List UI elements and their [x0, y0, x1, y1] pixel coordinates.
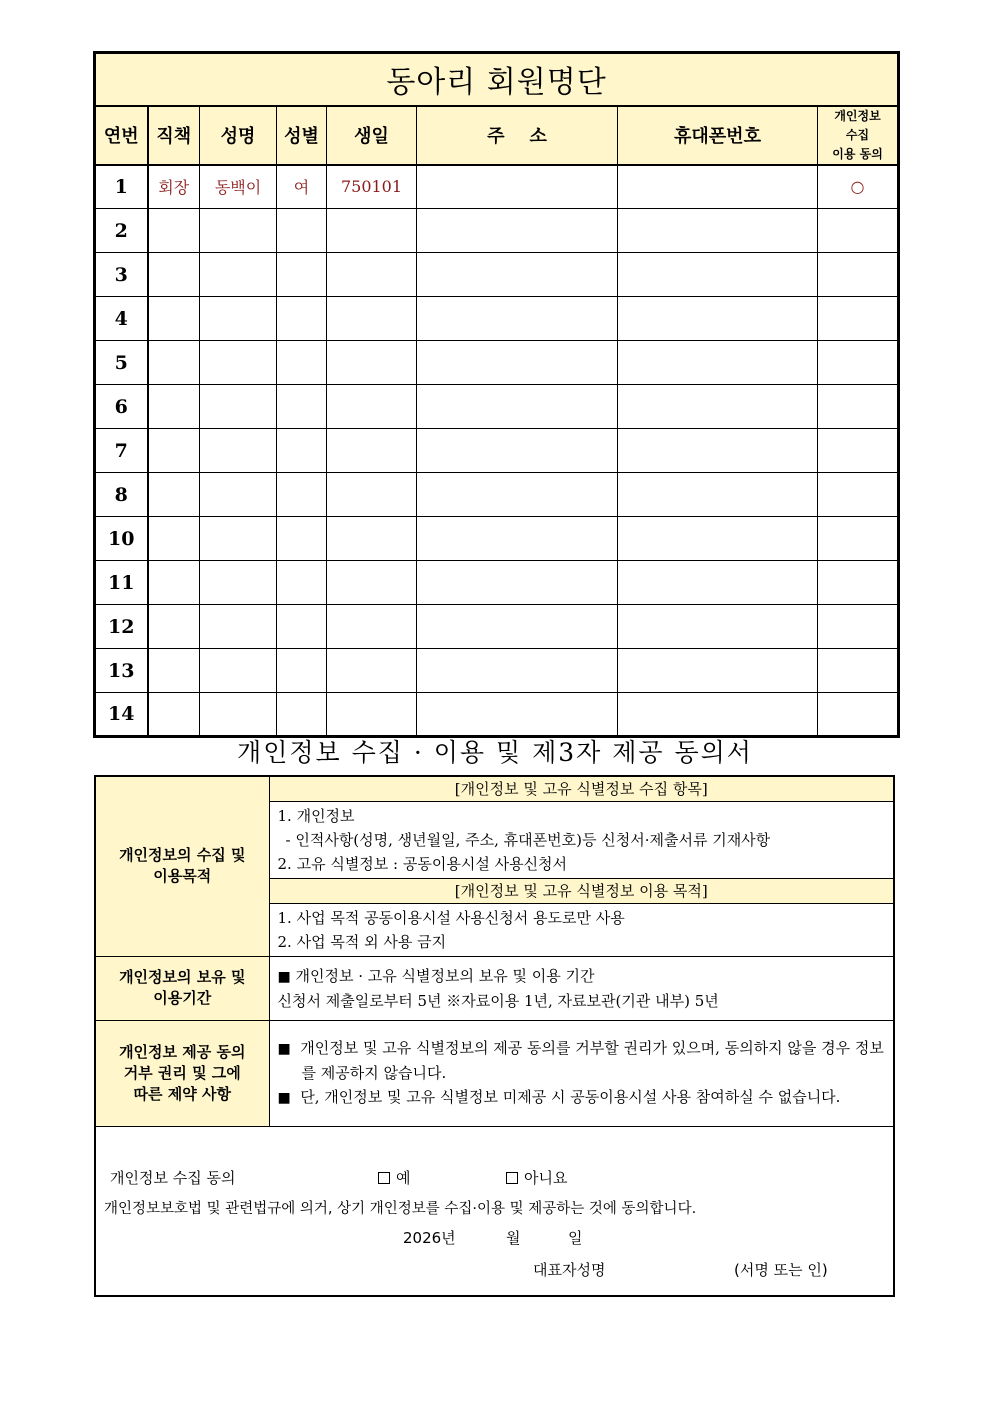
- cell-gender[interactable]: [277, 297, 327, 341]
- retention-body: [269, 956, 894, 1020]
- cell-gender[interactable]: [277, 473, 327, 517]
- cell-position[interactable]: [148, 649, 200, 693]
- cell-address[interactable]: [417, 605, 618, 649]
- cell-name[interactable]: [200, 429, 277, 473]
- table-row: [95, 253, 899, 297]
- cell-gender[interactable]: [277, 385, 327, 429]
- row-number: 5: [95, 341, 148, 385]
- consent-no-option[interactable]: [506, 1167, 567, 1188]
- cell-position[interactable]: [148, 561, 200, 605]
- cell-birthday[interactable]: [327, 429, 417, 473]
- cell-position[interactable]: [148, 341, 200, 385]
- use-purpose-body: [269, 903, 894, 956]
- cell-birthday[interactable]: [327, 473, 417, 517]
- cell-name[interactable]: [200, 473, 277, 517]
- collect-item: 1. 개인정보: [277, 806, 355, 825]
- table-row: [95, 209, 899, 253]
- roster-header-row: [95, 106, 899, 165]
- cell-gender[interactable]: 여: [277, 165, 327, 209]
- row-number: 13: [95, 649, 148, 693]
- col-header-gender: 성별: [277, 106, 327, 165]
- cell-phone[interactable]: [618, 693, 818, 737]
- col-header-name: 성명: [200, 106, 277, 165]
- cell-birthday[interactable]: [327, 297, 417, 341]
- cell-address[interactable]: [417, 165, 618, 209]
- retention-line1: 개인정보 · 고유 식별정보의 보유 및 이용 기간: [295, 966, 595, 985]
- col-header-birthday: 생일: [327, 106, 417, 165]
- cell-birthday[interactable]: [327, 561, 417, 605]
- row-number: 14: [95, 693, 148, 737]
- cell-birthday[interactable]: [327, 605, 417, 649]
- table-row: [95, 165, 899, 209]
- signature-field[interactable]: (서명 또는 인): [734, 1260, 828, 1279]
- table-row: [95, 429, 899, 473]
- consent-no-label: 아니요: [524, 1168, 568, 1187]
- cell-address[interactable]: [417, 561, 618, 605]
- consent-yes-label: 예: [396, 1168, 411, 1187]
- row-number: 12: [95, 605, 148, 649]
- consent-header-line3: 이용 동의: [832, 146, 883, 161]
- row-number: 10: [95, 517, 148, 561]
- cell-birthday[interactable]: [327, 253, 417, 297]
- use-item: 1. 사업 목적 공동이용시설 사용신청서 용도로만 사용: [277, 908, 625, 927]
- cell-phone[interactable]: [618, 297, 818, 341]
- collect-items-header: [개인정보 및 고유 식별정보 수집 항목]: [269, 776, 894, 801]
- cell-consent[interactable]: [818, 517, 899, 561]
- cell-position[interactable]: [148, 605, 200, 649]
- cell-address[interactable]: [417, 429, 618, 473]
- cell-position[interactable]: [148, 517, 200, 561]
- cell-consent[interactable]: [818, 297, 899, 341]
- cell-address[interactable]: [417, 385, 618, 429]
- checkbox-no[interactable]: [506, 1172, 518, 1184]
- row-number: 7: [95, 429, 148, 473]
- row-number: 8: [95, 473, 148, 517]
- purpose-label-line1: 개인정보의 수집 및: [119, 846, 246, 865]
- square-bullet-icon: ■: [277, 1041, 291, 1057]
- row-number: 3: [95, 253, 148, 297]
- cell-gender[interactable]: [277, 253, 327, 297]
- table-row: [95, 341, 899, 385]
- cell-address[interactable]: [417, 649, 618, 693]
- square-bullet-icon: ■: [277, 1090, 291, 1106]
- retention-label-line1: 개인정보의 보유 및: [119, 968, 246, 986]
- refusal-label-line1: 개인정보 제공 동의: [119, 1042, 246, 1061]
- purpose-label: [95, 776, 269, 956]
- cell-gender[interactable]: [277, 561, 327, 605]
- consent-statement: 개인정보보호법 및 관련법규에 의거, 상기 개인정보를 수집·이용 및 제공하는 것에 동의합니다.: [104, 1200, 697, 1217]
- roster-body: [95, 165, 899, 737]
- cell-consent[interactable]: [818, 693, 899, 737]
- cell-consent[interactable]: [818, 649, 899, 693]
- table-row: [95, 385, 899, 429]
- signature-area: [95, 1126, 894, 1296]
- cell-name[interactable]: 동백이: [200, 165, 277, 209]
- refusal-label-line3: 따른 제약 사항: [133, 1084, 231, 1103]
- cell-phone[interactable]: [618, 473, 818, 517]
- collect-item: 2. 고유 식별정보 : 공동이용시설 사용신청서: [277, 854, 568, 873]
- table-row: [95, 297, 899, 341]
- row-number: 1: [95, 165, 148, 209]
- cell-phone[interactable]: [618, 517, 818, 561]
- cell-phone[interactable]: [618, 209, 818, 253]
- cell-name[interactable]: [200, 341, 277, 385]
- table-row: [95, 561, 899, 605]
- cell-name[interactable]: [200, 385, 277, 429]
- cell-name[interactable]: [200, 297, 277, 341]
- cell-gender[interactable]: [277, 517, 327, 561]
- refusal-item2: 단, 개인정보 및 고유 식별정보 미제공 시 공동이용시설 사용 참여하실 수 없습니다.: [300, 1088, 841, 1106]
- cell-position[interactable]: [148, 473, 200, 517]
- refusal-label-line2: 거부 권리 및 그에: [123, 1063, 241, 1082]
- cell-phone[interactable]: [618, 341, 818, 385]
- purpose-label-line2: 이용목적: [153, 867, 212, 886]
- cell-consent[interactable]: [818, 209, 899, 253]
- cell-birthday[interactable]: [327, 341, 417, 385]
- cell-name[interactable]: [200, 693, 277, 737]
- col-header-no: 연번: [95, 106, 148, 165]
- col-header-address: 주 소: [417, 106, 618, 165]
- use-purpose-header: [개인정보 및 고유 식별정보 이용 목적]: [269, 878, 894, 903]
- consent-question: 개인정보 수집 동의: [110, 1168, 236, 1187]
- cell-gender[interactable]: [277, 649, 327, 693]
- row-number: 4: [95, 297, 148, 341]
- consent-yes-option[interactable]: [378, 1167, 411, 1188]
- cell-position[interactable]: [148, 429, 200, 473]
- date-day[interactable]: 일: [568, 1228, 583, 1247]
- roster-title: 동아리 회원명단: [95, 53, 899, 106]
- cell-name[interactable]: [200, 209, 277, 253]
- cell-phone[interactable]: [618, 253, 818, 297]
- cell-position[interactable]: [148, 693, 200, 737]
- cell-consent[interactable]: [818, 429, 899, 473]
- date-year[interactable]: 2026년: [403, 1228, 456, 1247]
- use-item: 2. 사업 목적 외 사용 금지: [277, 932, 447, 951]
- cell-gender[interactable]: [277, 209, 327, 253]
- representative-name-label: 대표자성명: [533, 1260, 606, 1279]
- collect-item: - 인적사항(성명, 생년월일, 주소, 휴대폰번호)등 신청서·제출서류 기재사항: [285, 830, 771, 849]
- cell-address[interactable]: [417, 341, 618, 385]
- consent-header-line1: 개인정보: [834, 108, 881, 123]
- cell-position[interactable]: [148, 297, 200, 341]
- cell-consent[interactable]: ○: [818, 165, 899, 209]
- row-number: 2: [95, 209, 148, 253]
- cell-address[interactable]: [417, 693, 618, 737]
- cell-address[interactable]: [417, 517, 618, 561]
- cell-gender[interactable]: [277, 605, 327, 649]
- col-header-consent: [818, 106, 899, 165]
- collect-items-body: [269, 801, 894, 878]
- cell-name[interactable]: [200, 561, 277, 605]
- cell-consent[interactable]: [818, 253, 899, 297]
- cell-phone[interactable]: [618, 385, 818, 429]
- cell-position[interactable]: [148, 209, 200, 253]
- retention-label: [95, 956, 269, 1020]
- cell-phone[interactable]: [618, 561, 818, 605]
- table-row: [95, 649, 899, 693]
- cell-consent[interactable]: [818, 473, 899, 517]
- cell-position[interactable]: [148, 385, 200, 429]
- cell-gender[interactable]: [277, 693, 327, 737]
- member-roster-table: [93, 51, 900, 738]
- col-header-phone: 휴대폰번호: [618, 106, 818, 165]
- retention-line2: 신청서 제출일로부터 5년 ※자료이용 1년, 자료보관(기관 내부) 5년: [277, 991, 719, 1010]
- cell-phone[interactable]: [618, 429, 818, 473]
- cell-consent[interactable]: [818, 561, 899, 605]
- cell-birthday[interactable]: [327, 517, 417, 561]
- row-number: 11: [95, 561, 148, 605]
- cell-gender[interactable]: [277, 429, 327, 473]
- table-row: [95, 693, 899, 737]
- cell-consent[interactable]: [818, 605, 899, 649]
- cell-address[interactable]: [417, 297, 618, 341]
- cell-phone[interactable]: [618, 165, 818, 209]
- refusal-label: [95, 1020, 269, 1126]
- cell-phone[interactable]: [618, 605, 818, 649]
- table-row: [95, 605, 899, 649]
- retention-label-line2: 이용기간: [153, 989, 212, 1007]
- square-bullet-icon: ■: [277, 968, 291, 985]
- consent-header-line2: 수집: [845, 127, 870, 142]
- cell-birthday[interactable]: [327, 385, 417, 429]
- cell-birthday[interactable]: 750101: [327, 165, 417, 209]
- cell-address[interactable]: [417, 473, 618, 517]
- date-month[interactable]: 월: [506, 1228, 521, 1247]
- checkbox-yes[interactable]: [378, 1172, 390, 1184]
- refusal-body: [269, 1020, 894, 1126]
- cell-position[interactable]: 회장: [148, 165, 200, 209]
- cell-position[interactable]: [148, 253, 200, 297]
- row-number: 6: [95, 385, 148, 429]
- cell-address[interactable]: [417, 209, 618, 253]
- cell-name[interactable]: [200, 517, 277, 561]
- cell-name[interactable]: [200, 605, 277, 649]
- table-row: [95, 517, 899, 561]
- col-header-position: 직책: [148, 106, 200, 165]
- cell-gender[interactable]: [277, 341, 327, 385]
- consent-form-table: [94, 775, 895, 1297]
- consent-form-title: 개인정보 수집 · 이용 및 제3자 제공 동의서: [237, 738, 753, 767]
- cell-consent[interactable]: [818, 385, 899, 429]
- table-row: [95, 473, 899, 517]
- cell-consent[interactable]: [818, 341, 899, 385]
- cell-address[interactable]: [417, 253, 618, 297]
- cell-birthday[interactable]: [327, 209, 417, 253]
- cell-name[interactable]: [200, 253, 277, 297]
- refusal-item1: 개인정보 및 고유 식별정보의 제공 동의를 거부할 권리가 있으며, 동의하지 않을 경우 정보를 제공하지 않습니다.: [300, 1039, 884, 1082]
- cell-birthday[interactable]: [327, 649, 417, 693]
- cell-birthday[interactable]: [327, 693, 417, 737]
- cell-name[interactable]: [200, 649, 277, 693]
- cell-phone[interactable]: [618, 649, 818, 693]
